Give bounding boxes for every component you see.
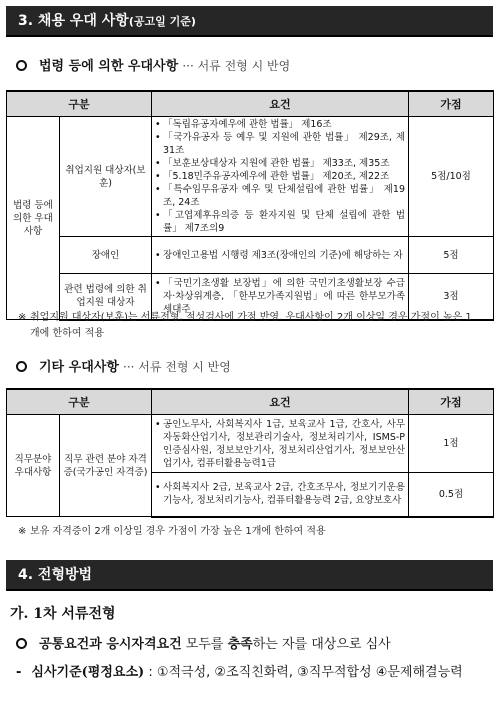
heading-text: 기타 우대사항 [39, 360, 119, 375]
screening-criteria [16, 660, 486, 686]
section-title: 4. 전형방법 [18, 567, 93, 583]
table-header-row [7, 91, 494, 117]
heading-note: ··· 서류 전형 시 반영 [123, 360, 231, 374]
circle-bullet-icon [16, 638, 27, 649]
legal-preference-table [6, 90, 494, 321]
circle-bullet-icon [16, 361, 27, 372]
condition-bold: 충족 [227, 637, 253, 652]
other-preference-heading [16, 356, 231, 375]
other-preference-table [6, 388, 494, 518]
list-item: • 「국민기초생활 보장법」에 의한 국민기초생활보장 수급자·차상위계층, 「한부모가족지원법」에 따른 한부모가족 세대주 [155, 277, 405, 316]
points-cell: 5점 [409, 237, 494, 274]
legal-preference-note [18, 310, 480, 342]
table-header-row [7, 389, 494, 415]
legal-preference-heading [16, 55, 290, 74]
list-item: • 「독립유공자예우에 관한 법률」 제16조 [155, 118, 405, 131]
condition-text: 하는 자를 대상으로 심사 [252, 637, 391, 652]
section-header-screening [6, 560, 493, 591]
section-header-preference [6, 6, 493, 37]
points-cell: 3점 [409, 274, 494, 320]
category-cell: 법령 등에 의한 우대사항 [7, 117, 60, 320]
note-mark: ※ [18, 312, 27, 323]
criteria-label: 심사기준(평정요소) [31, 665, 145, 680]
requirement-cell [152, 473, 409, 517]
subcategory-cell: 관련 법령에 의한 취업지원 대상자 [60, 274, 152, 320]
points-cell: 0.5점 [409, 473, 494, 517]
section-title-note: (공고일 기준) [128, 15, 196, 28]
heading-note: ··· 서류 전형 시 반영 [182, 59, 291, 73]
circle-bullet-icon [16, 60, 27, 71]
list-item: • 「5.18민주유공자예우에 관한 법률」 제20조, 제22조 [155, 170, 405, 183]
heading-text: 법령 등에 의한 우대사항 [39, 59, 179, 74]
dash-bullet: - [16, 665, 22, 680]
list-item: • 장애인고용법 시행령 제3조(장애인의 기준)에 해당하는 자 [155, 249, 405, 262]
note-text: 취업지원 대상자(보훈)는 서류전형, 적성검사에 가점 반영. 우대사항이 2개 이상일 경우 가점이 높은 1개에 한하여 적용 [30, 312, 472, 339]
subcategory-cell: 취업지원 대상자(보훈) [60, 117, 152, 237]
list-item: • 공인노무사, 사회복지사 1급, 보육교사 1급, 간호사, 사무자동화산업기사, 정보관리기술사, 정보처리기사, ISMS-P 인증심사원, 정보보안기사, 정보처리산업기사, 정보보안산업기사, 컴퓨터활용능력1급 [155, 418, 405, 470]
category-cell: 직무분야 우대사항 [7, 415, 60, 517]
list-item: • 「국가유공자 등 예우 및 지원에 관한 법률」 제29조, 제31조 [155, 131, 405, 157]
other-preference-note [18, 524, 480, 540]
table-row [7, 117, 494, 237]
column-header: 가점 [409, 91, 494, 117]
table-row [7, 415, 494, 473]
subcategory-cell: 장애인 [60, 237, 152, 274]
criteria-text: : ①적극성, ②조직친화력, ③직무적합성 ④문제해결능력 [144, 665, 463, 680]
column-header: 요건 [152, 389, 409, 415]
column-header: 구분 [7, 389, 152, 415]
points-cell: 1점 [409, 415, 494, 473]
screening-condition [16, 633, 391, 652]
subsection-title: 가. 1차 서류전형 [10, 606, 116, 622]
list-item: • 「보훈보상대상자 지원에 관한 법률」 제33조, 제35조 [155, 157, 405, 170]
list-item: • 사회복지사 2급, 보육교사 2급, 간호조무사, 정보기기운용기능사, 정보처리기능사, 컴퓨터활용능력 2급, 요양보호사 [155, 481, 405, 507]
condition-bold: 공통요건과 응시자격요건 [39, 637, 182, 652]
points-cell: 5점/10점 [409, 117, 494, 237]
condition-text: 모두를 [181, 637, 228, 652]
note-text: 보유 자격증이 2개 이상일 경우 가점이 가장 높은 1개에 한하여 적용 [30, 526, 326, 537]
column-header: 구분 [7, 91, 152, 117]
section-title: 3. 채용 우대 사항 [18, 13, 129, 29]
requirement-cell [152, 117, 409, 237]
list-item: • 「특수임무유공자 예우 및 단체설립에 관한 법률」 제19조, 24조 [155, 183, 405, 209]
column-header: 가점 [409, 389, 494, 415]
subcategory-cell: 직무 관련 분야 자격증(국가공인 자격증) [60, 415, 152, 517]
list-item: • 「고엽제후유의증 등 환자지원 및 단체 설립에 관한 법률」 제7조의9 [155, 209, 405, 235]
requirement-cell [152, 237, 409, 274]
note-mark: ※ [18, 526, 27, 537]
column-header: 요건 [152, 91, 409, 117]
table-row [7, 237, 494, 274]
requirement-cell [152, 415, 409, 473]
